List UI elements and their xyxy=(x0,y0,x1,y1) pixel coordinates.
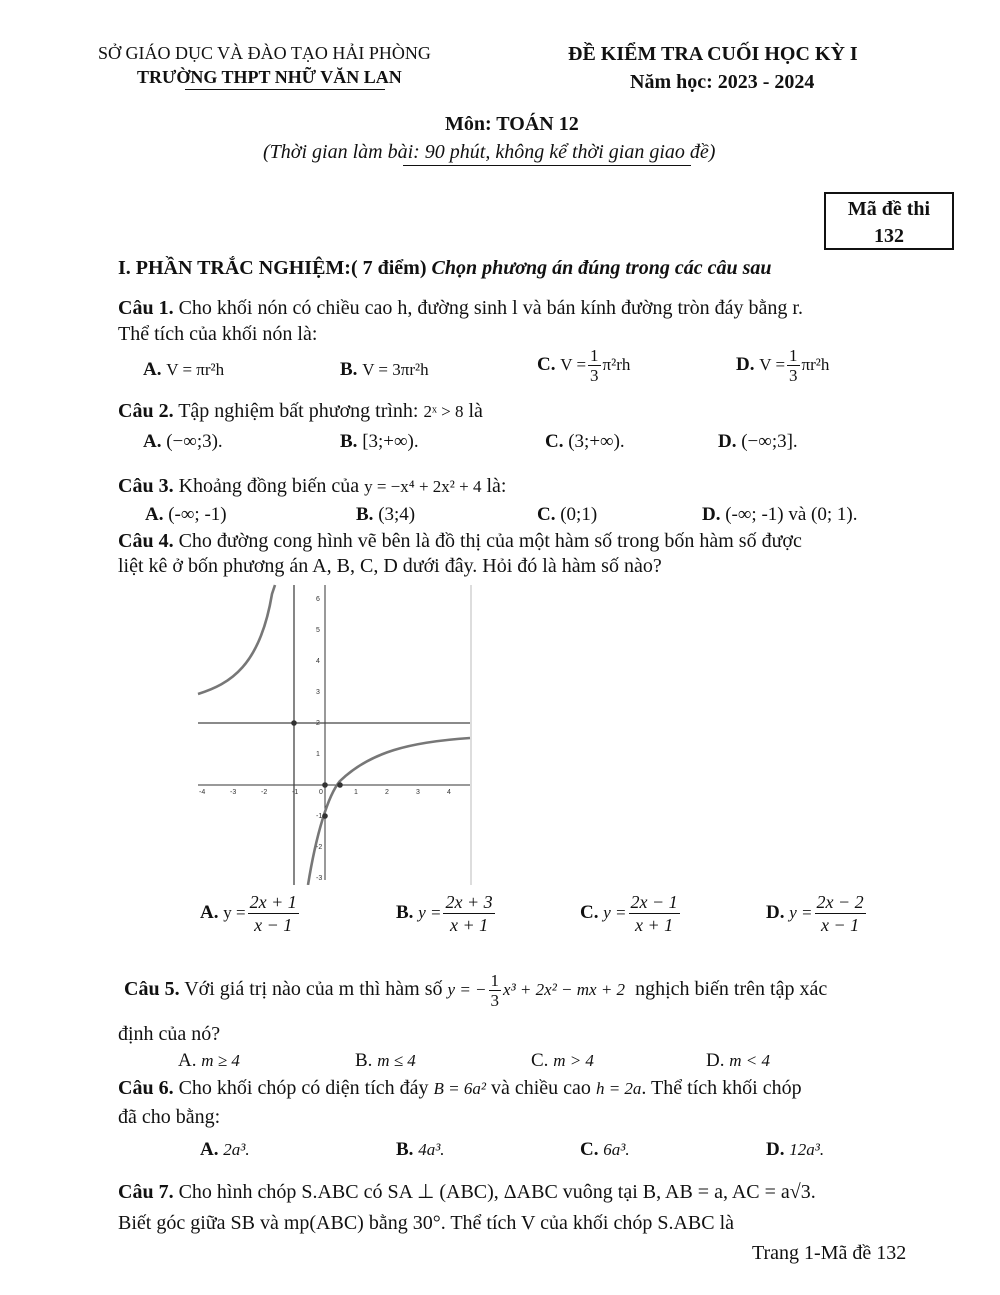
q5-option-a[interactable]: A. m ≥ 4 xyxy=(178,1050,240,1071)
x-tick-label: 1 xyxy=(354,789,358,796)
question-3: Câu 3. Khoảng đồng biến của y = −x⁴ + 2x² + 4 là: xyxy=(118,475,507,497)
point-neg1-2 xyxy=(291,720,297,726)
question-4: Câu 4. Cho đường cong hình vẽ bên là đồ thị của một hàm số trong bốn hàm số được xyxy=(118,530,802,552)
q5-option-c[interactable]: C. m > 4 xyxy=(531,1050,594,1071)
section-instruction: Chọn phương án đúng trong các câu sau xyxy=(431,257,772,279)
y-tick-label: 3 xyxy=(316,689,320,696)
exam-title: ĐỀ KIỂM TRA CUỐI HỌC KỲ I xyxy=(568,43,858,65)
q1-option-a[interactable]: A. V = πr²h xyxy=(143,359,225,380)
question-7: Câu 7. Cho hình chóp S.ABC có SA ⊥ (ABC), ΔABC vuông tại B, AB = a, AC = a√3. xyxy=(118,1181,816,1203)
x-tick-label: 4 xyxy=(447,789,451,796)
q2-option-a[interactable]: A. (−∞;3). xyxy=(143,431,223,452)
q4-option-b[interactable]: B. y = $\frac{2x + 3}{x + 1}$ xyxy=(396,892,493,935)
q6-option-b[interactable]: B. 4a³. xyxy=(396,1139,445,1160)
x-tick-label: 3 xyxy=(416,789,420,796)
x-tick-label: -4 xyxy=(199,789,206,796)
q4-option-d[interactable]: D. y = $\frac{2x - 2}{x - 1}$ xyxy=(766,892,864,935)
q4-option-c[interactable]: C. y = $\frac{2x - 1}{x + 1}$ xyxy=(580,892,678,935)
section-heading xyxy=(118,256,772,280)
q5-option-b[interactable]: B. m ≤ 4 xyxy=(355,1050,416,1071)
department-name: SỞ GIÁO DỤC VÀ ĐÀO TẠO HẢI PHÒNG xyxy=(98,43,431,63)
question-text: Cho khối nón có chiều cao h, đường sinh l và bán kính đường tròn đáy bằng r. xyxy=(173,297,803,319)
exam-code-box xyxy=(824,192,954,250)
x-tick-label: 2 xyxy=(385,789,389,796)
q2-option-c[interactable]: C. (3;+∞). xyxy=(545,431,625,452)
y-tick-label: 6 xyxy=(316,596,320,603)
question-2: Câu 2. Tập nghiệm bất phương trình: 2ˣ > 8 là xyxy=(118,400,483,422)
y-tick-label: 2 xyxy=(316,720,320,727)
point-half-0 xyxy=(337,782,343,788)
time-note-underline xyxy=(403,165,691,166)
q6-option-a[interactable]: A. 2a³. xyxy=(200,1139,250,1160)
page-footer: Trang 1-Mã đề 132 xyxy=(752,1242,907,1264)
question-1-line2: Thể tích của khối nón là: xyxy=(118,323,318,345)
school-name: TRƯỜNG THPT NHỮ VĂN LAN xyxy=(137,67,402,87)
q4-option-a[interactable]: A. y = $\frac{2x + 1}{x - 1}$ xyxy=(200,892,297,935)
x-tick-label: 0 xyxy=(319,789,323,796)
question-6: Câu 6. Cho khối chóp có diện tích đáy B = 6a² và chiều cao h = 2a. Thể tích khối chóp xyxy=(118,1077,802,1099)
time-note: (Thời gian làm bài: 90 phút, không kể thời gian giao đề) xyxy=(263,141,716,163)
x-tick-label: -2 xyxy=(261,789,268,796)
question-4-line2: liệt kê ở bốn phương án A, B, C, D dưới đây. Hỏi đó là hàm số nào? xyxy=(118,555,662,577)
exam-code-label: Mã đề thi xyxy=(847,198,931,220)
section-title: I. PHẦN TRẮC NGHIỆM:( 7 điểm) xyxy=(118,257,427,279)
q3-option-a[interactable]: A. (-∞; -1) xyxy=(145,504,227,525)
q3-option-b[interactable]: B. (3;4) xyxy=(356,504,416,525)
question-label: Câu 1. xyxy=(118,297,174,319)
subject: Môn: TOÁN 12 xyxy=(445,113,579,135)
q1-option-c[interactable]: C. V = $\frac{1}{3}$ π²rh xyxy=(537,346,631,385)
y-tick-label: 4 xyxy=(316,658,320,665)
curve-right-branch xyxy=(308,738,470,885)
point-0-neg1 xyxy=(322,813,328,819)
exam-code-value: 132 xyxy=(874,225,904,247)
curve-left-branch xyxy=(198,585,275,694)
question-5: Câu 5. Với giá trị nào của m thì hàm số y = − $\frac{1}{3}$ x³ + 2x² − mx + 2 nghịch biến trên tập xác xyxy=(124,971,828,1010)
q6-option-d[interactable]: D. 12a³. xyxy=(766,1139,825,1160)
y-tick-label: 1 xyxy=(316,751,320,758)
q5-option-d[interactable]: D. m < 4 xyxy=(706,1050,770,1071)
school-year: Năm học: 2023 - 2024 xyxy=(630,71,815,93)
q1-option-d[interactable]: D. V = $\frac{1}{3}$ πr²h xyxy=(736,346,830,385)
question-7-line2: Biết góc giữa SB và mp(ABC) bằng 30°. Thể tích V của khối chóp S.ABC là xyxy=(118,1212,735,1234)
q1-option-b[interactable]: B. V = 3πr²h xyxy=(340,359,429,380)
school-underline xyxy=(185,89,385,90)
q2-option-b[interactable]: B. [3;+∞). xyxy=(340,431,419,452)
q3-option-d[interactable]: D. (-∞; -1) và (0; 1). xyxy=(702,504,858,525)
x-tick-label: -1 xyxy=(292,789,299,796)
point-0-0 xyxy=(322,782,328,788)
x-tick-label: -3 xyxy=(230,789,237,796)
q3-expression: y = −x⁴ + 2x² + 4 xyxy=(364,477,482,496)
y-tick-label: -2 xyxy=(316,844,323,851)
q2-option-d[interactable]: D. (−∞;3]. xyxy=(718,431,798,452)
y-tick-label: -3 xyxy=(316,875,323,882)
question-1 xyxy=(118,296,803,320)
y-tick-label: 5 xyxy=(316,627,320,634)
q3-option-c[interactable]: C. (0;1) xyxy=(537,504,598,525)
q2-expression: 2ˣ > 8 xyxy=(423,402,464,421)
y-tick-label: -1 xyxy=(316,813,323,820)
question-5-line2: định của nó? xyxy=(118,1023,221,1045)
q6-option-c[interactable]: C. 6a³. xyxy=(580,1139,630,1160)
question-6-line2: đã cho bằng: xyxy=(118,1106,221,1128)
function-graph xyxy=(190,580,480,885)
